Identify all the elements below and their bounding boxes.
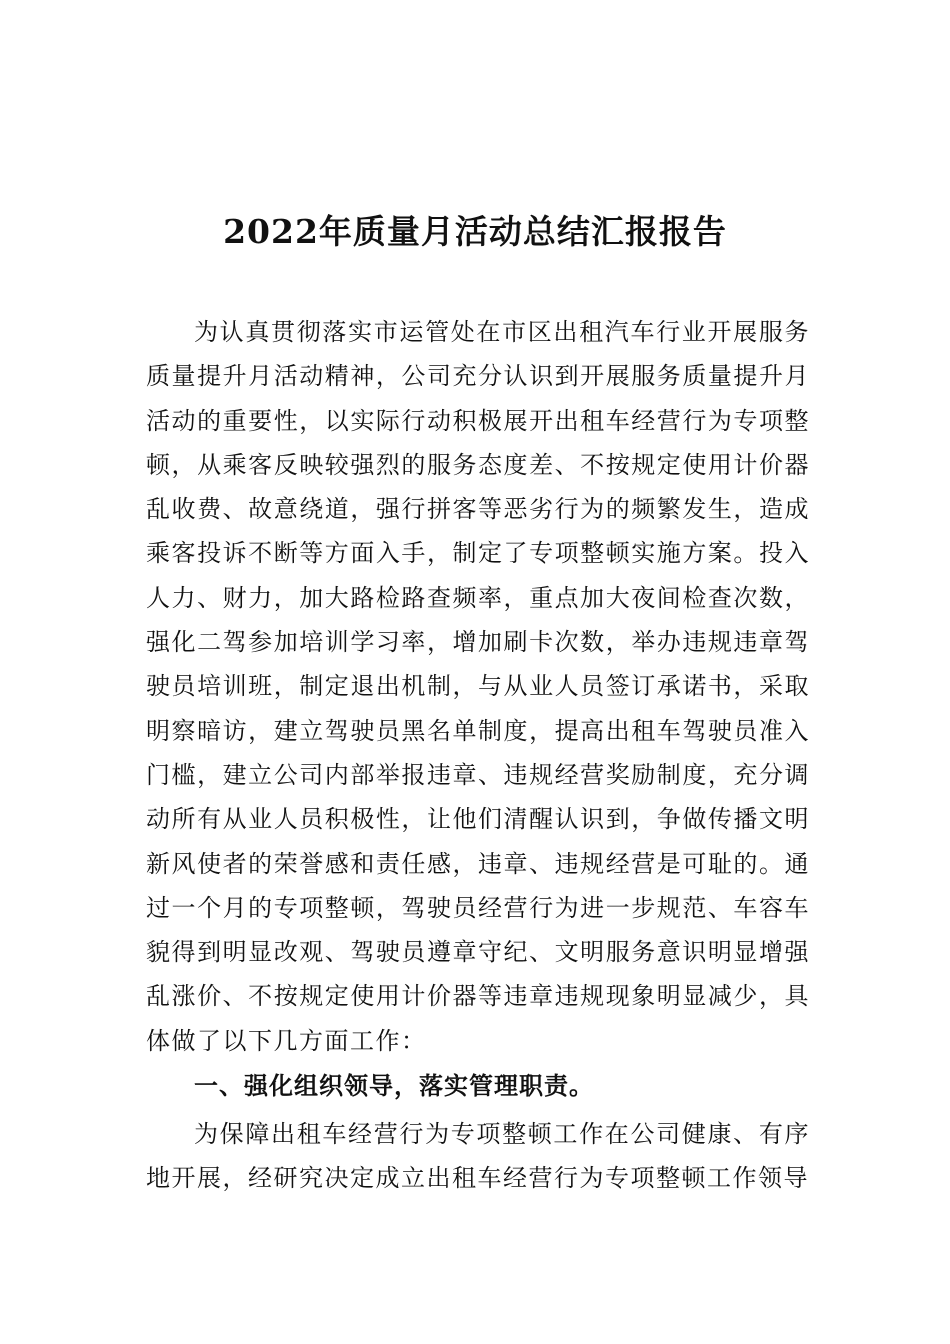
section-paragraph: 为保障出租车经营行为专项整顿工作在公司健康、有序地开展，经研究决定成立出租车经营行为专项整顿工作领导 (146, 1120, 810, 1193)
document-title: 2022年质量月活动总结汇报报告 (223, 212, 727, 251)
section-heading: 一、强化组织领导，落实管理职责。 (194, 1072, 594, 1100)
intro-paragraph: 为认真贯彻落实市运管处在市区出租汽车行业开展服务质量提升月活动精神，公司充分认识到开展服务质量提升月活动的重要性，以实际行动积极展开出租车经营行为专项整顿，从乘客反映较强烈的服务态度差、不按规定使用计价器乱收费、故意绕道，强行拼客等恶劣行为的频繁发生，造成乘客投诉不断等方面入手，制定了专项整顿实施方案。投入人力、财力，加大路检路查频率，重点加大夜间检查次数，强化二驾参加培训学习率，增加刷卡次数，举办违规违章驾驶员培训班，制定退出机制，与从业人员签订承诺书，采取明察暗访，建立驾驶员黑名单制度，提高出租车驾驶员准入门槛，建立公司内部举报违章、违规经营奖励制度，充分调动所有从业人员积极性，让他们清醒认识到，争做传播文明新风使者的荣誉感和责任感，违章、违规经营是可耻的。通过一个月的专项整顿，驾驶员经营行为进一步规范、车容车貌得到明显改观、驾驶员遵章守纪、文明服务意识明显增强乱涨价、不按规定使用计价器等违章违规现象明显减少，具体做了以下几方面工作： (146, 318, 810, 1055)
